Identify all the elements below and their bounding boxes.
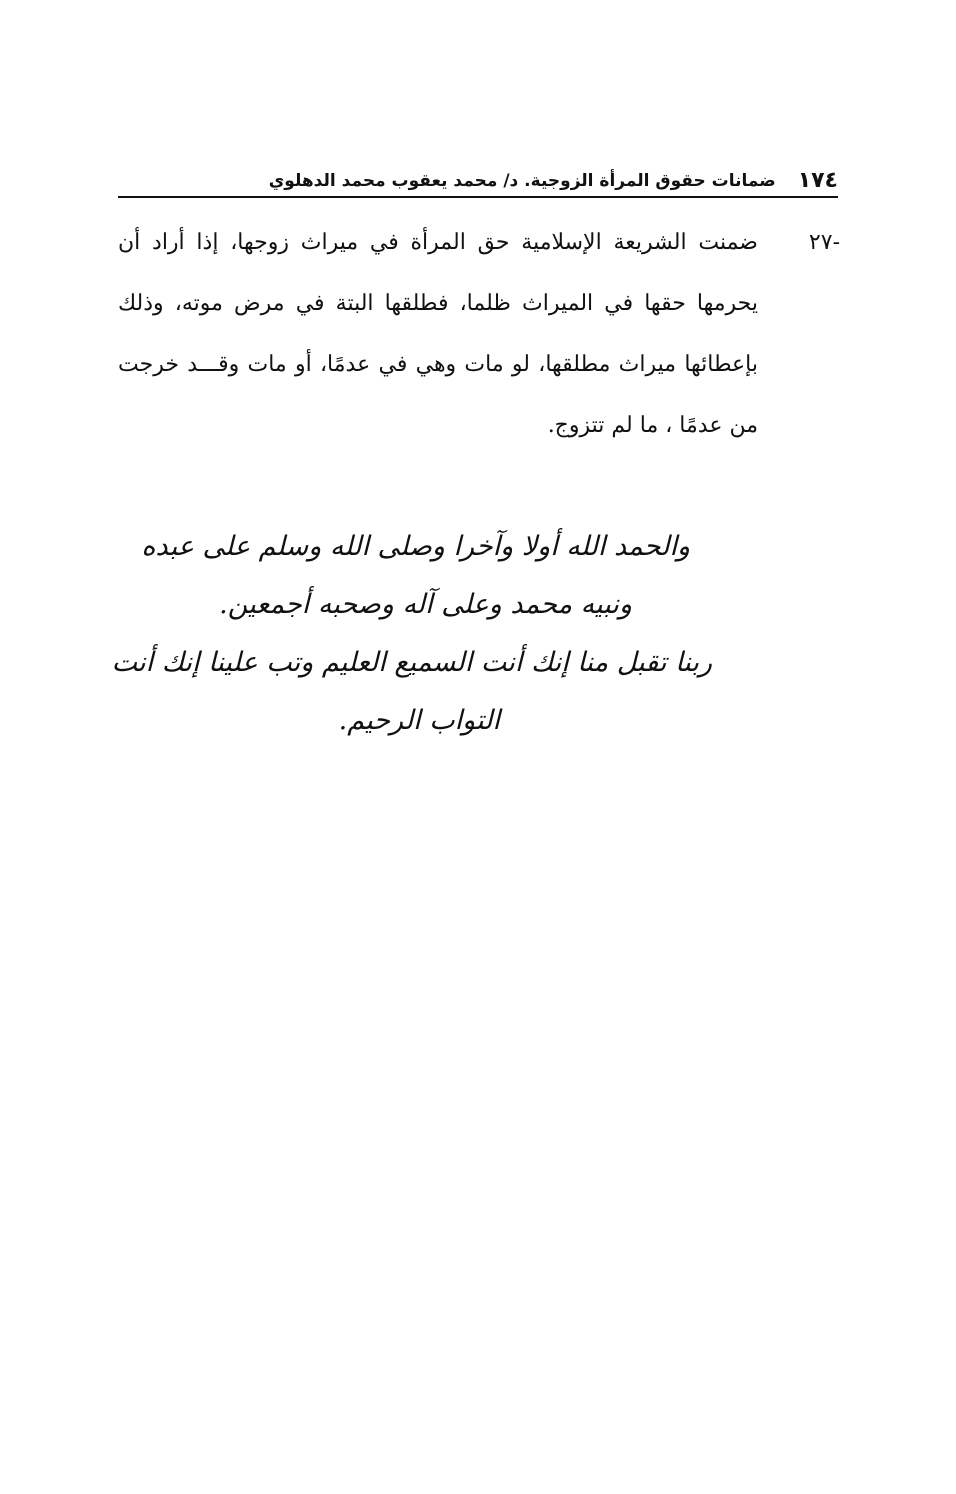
header-divider xyxy=(118,196,838,198)
closing-line-1: والحمد الله أولا وآخرا وصلى الله وسلم على عبده xyxy=(141,531,690,562)
closing-prayer xyxy=(111,518,716,750)
page-header xyxy=(118,163,838,195)
page-number: ١٧٤ xyxy=(797,168,838,193)
paragraph-number: -٢٧ xyxy=(808,230,840,255)
closing-line-2: ونبيه محمد وعلى آله وصحبه أجمعين. xyxy=(219,589,632,620)
numbered-paragraph xyxy=(118,212,840,456)
running-title: ضمانات حقوق المرأة الزوجية. د/ محمد يعقوب محمد الدهلوي xyxy=(268,171,776,191)
paragraph-text: ضمنت الشريعة الإسلامية حق المرأة في ميراث زوجها، إذا أراد أن يحرمها حقها في الميراث ظلما، فطلقها البتة في مرض موته، وذلك بإعطائها ميراث مطلقها، لو مات وهي في عدمًا، أو مات وقـــد خرجت من عدمًا ، ما لم تتزوج. xyxy=(118,230,758,438)
closing-line-3: ربنا تقبل منا إنك أنت السميع العليم وتب علينا إنك أنت xyxy=(111,647,712,678)
closing-line-4: التواب الرحيم. xyxy=(338,705,500,736)
